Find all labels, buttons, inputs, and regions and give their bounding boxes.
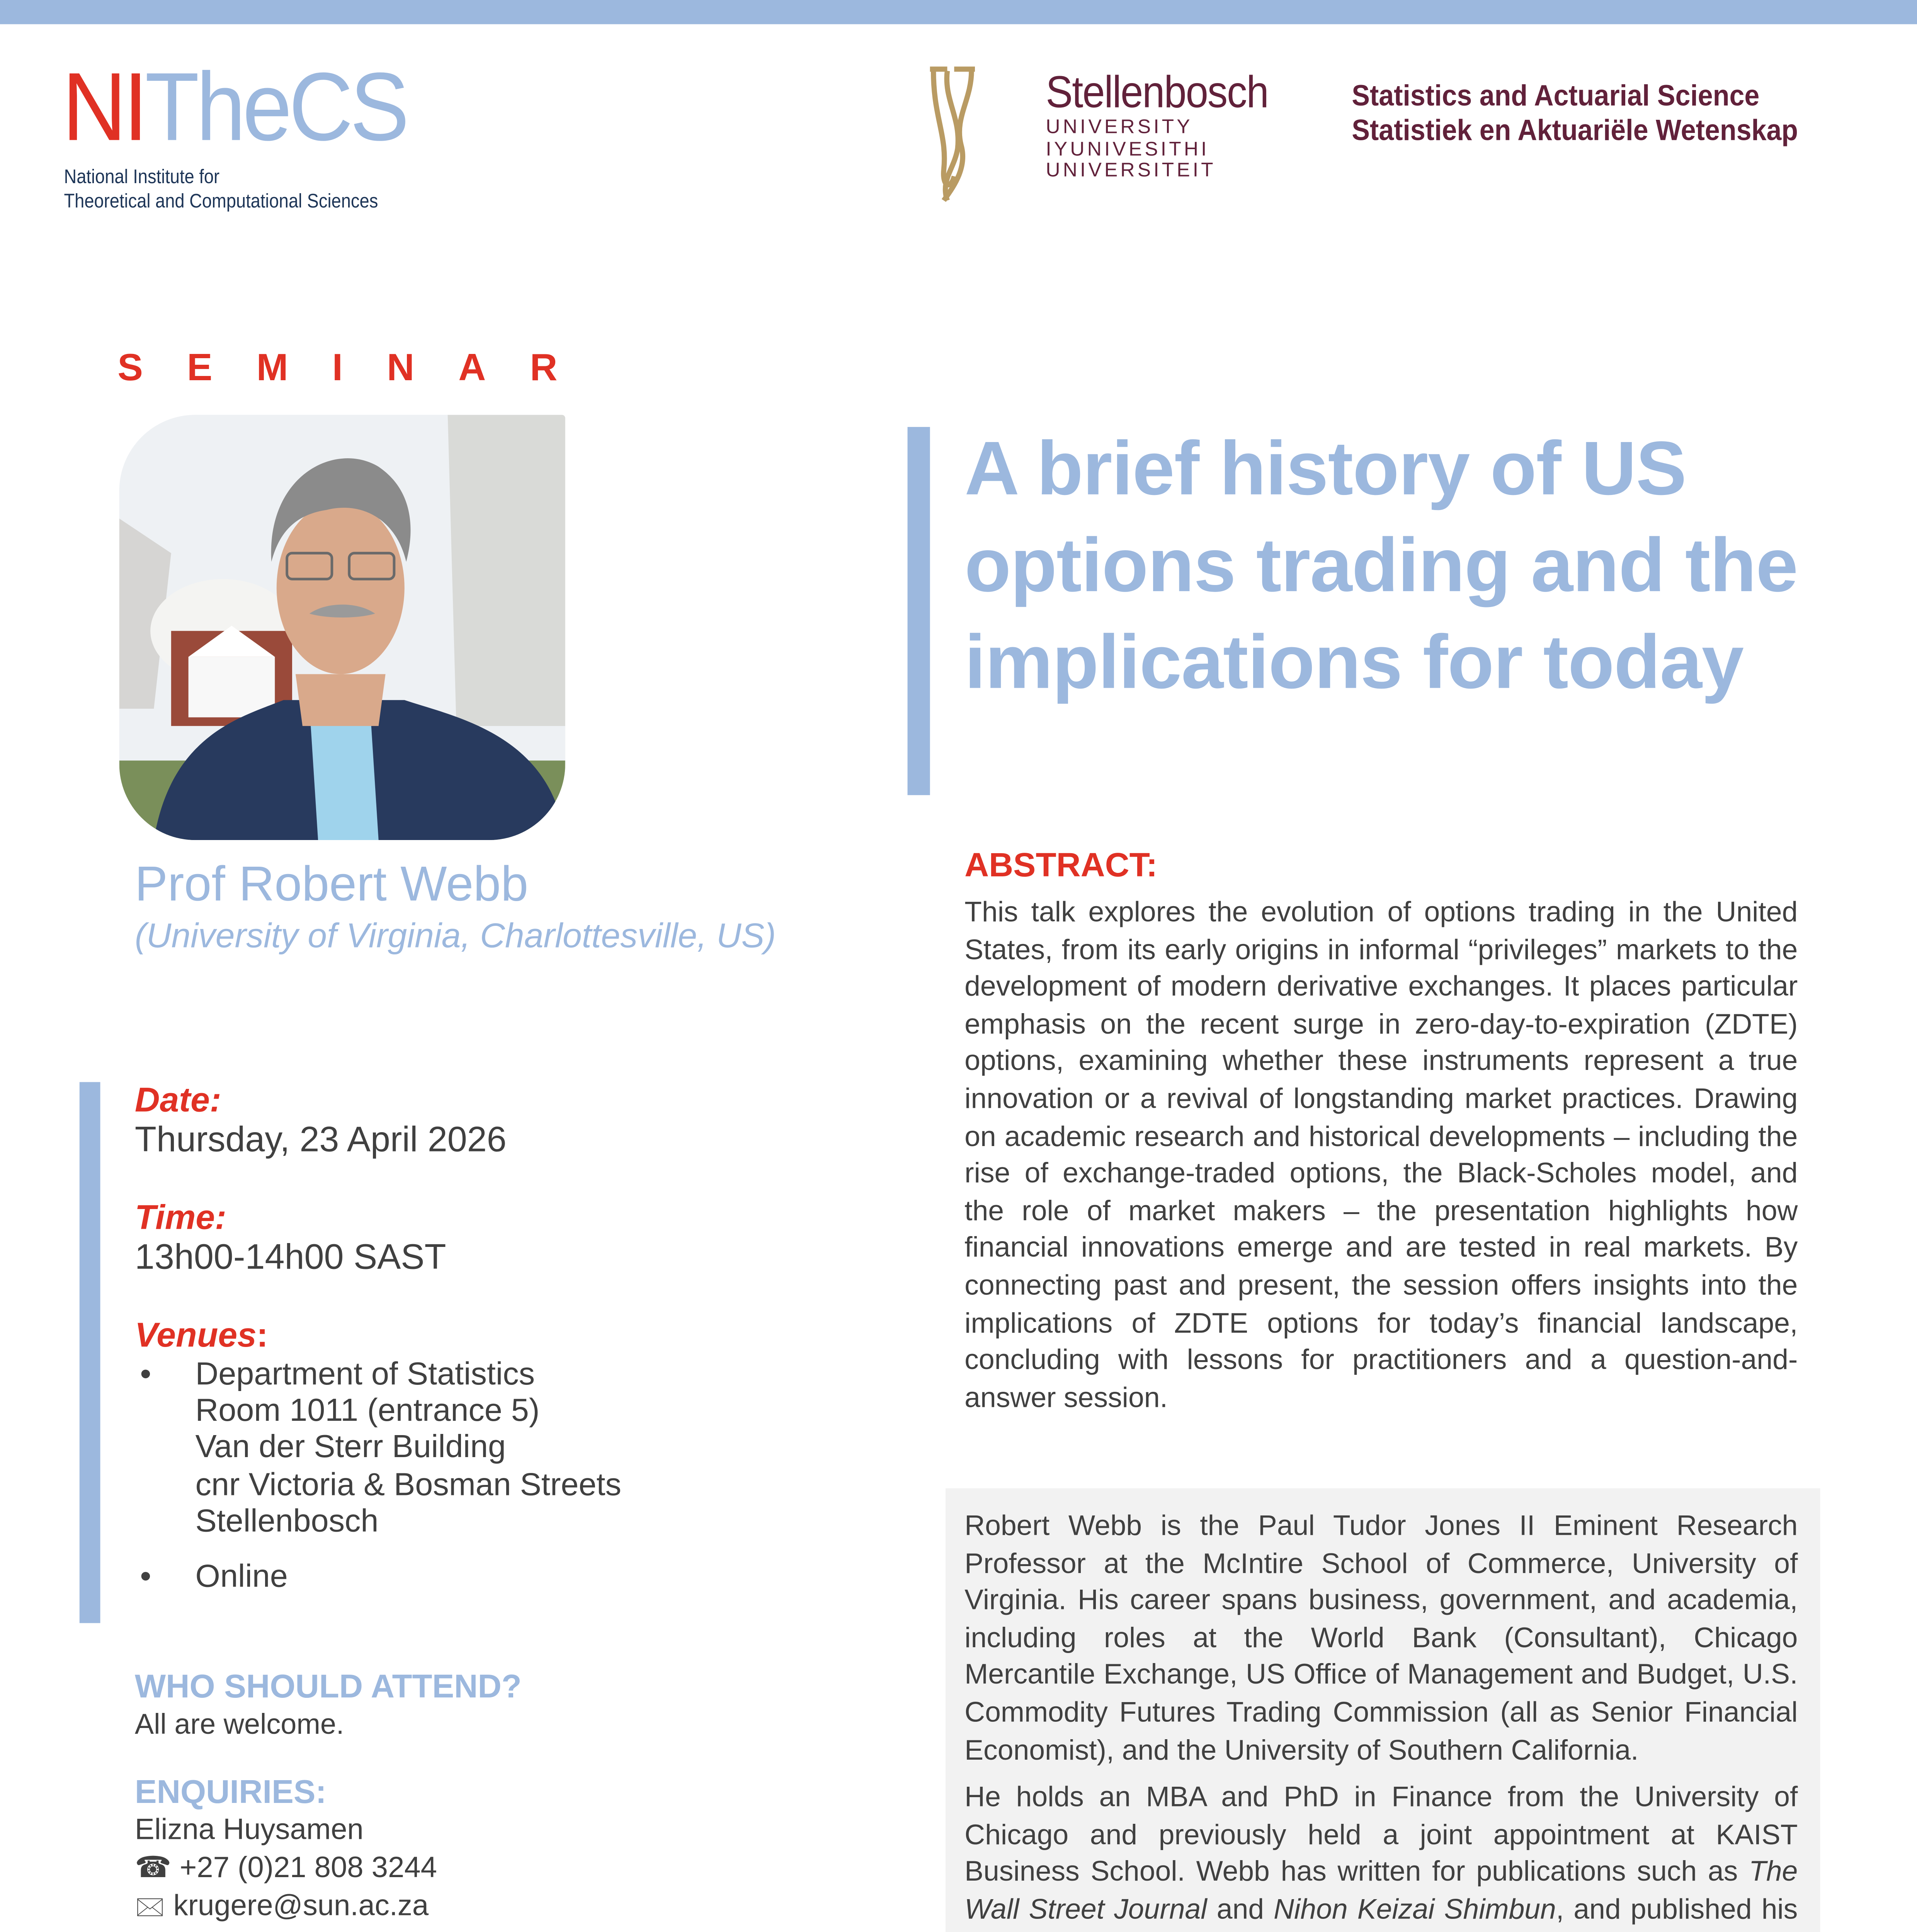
speaker-photo — [119, 415, 565, 840]
bio-publication: The Wall Street Journal — [964, 1857, 1798, 1926]
bio-text: He holds an MBA and PhD in Finance from the University of Chicago and previously held a joint appointment at KAIST Business School. Webb has written for publications such as — [964, 1782, 1798, 1888]
envelope-icon: 🖂 — [134, 1891, 165, 1922]
event-type-label: SEMINAR — [117, 345, 602, 389]
enquiries-heading: ENQUIRIES: — [134, 1775, 327, 1812]
speaker-affiliation: (University of Virginia, Charlottesville, US) — [134, 918, 776, 956]
event-details — [135, 1082, 826, 1594]
stellenbosch-wordmark — [1046, 66, 1293, 182]
bio-paragraph-2 — [964, 1781, 1798, 1932]
venue-line: Van der Sterr Building — [195, 1428, 506, 1465]
speaker-bio — [964, 1509, 1798, 1932]
bio-publication: Nihon Keizai Shimbun — [1274, 1894, 1556, 1926]
contact-email — [135, 1888, 437, 1925]
nithecs-subtitle-line1: National Institute for — [64, 167, 220, 189]
bio-text: and — [1207, 1894, 1274, 1926]
title-accent-bar — [908, 427, 930, 795]
nithecs-wordmark — [62, 52, 476, 161]
details-accent-bar — [80, 1082, 100, 1623]
stellenbosch-line3: UNIVERSITEIT — [1046, 161, 1216, 182]
venue-line: cnr Victoria & Bosman Streets — [195, 1465, 621, 1502]
nithecs-logo — [62, 52, 512, 231]
enquiries-contact — [135, 1811, 437, 1925]
venue-line: Online — [195, 1557, 288, 1594]
department-name — [1352, 80, 1798, 149]
stellenbosch-line1: UNIVERSITY — [1046, 117, 1193, 138]
venue-line: Stellenbosch — [195, 1502, 379, 1538]
date-label: Date: — [134, 1082, 221, 1120]
venues-list — [135, 1355, 826, 1594]
venues-label-colon: : — [256, 1317, 268, 1355]
abstract-text: This talk explores the evolution of options trading in the United States, from its early origins in informal “privileges” markets to the development of modern derivative exchanges. It places particular emphasis on the recent surge in zero-day-to-expiration (ZDTE) options, examining whether these instruments represent a true innovation or a revival of longstanding market practices. Drawing on academic research and historical developments – including the rise of exchange-traded options, the Black-Scholes model, and the role of market makers – the presentation highlights how financial innovations emerge and are tested in real markets. By connecting past and present, the session offers insights into the implications of ZDTE options for today’s financial landscape, concluding with lessons for practitioners and a question-and-answer session. — [964, 897, 1798, 1413]
stellenbosch-name: Stellenbosch — [1046, 65, 1268, 118]
venues-label-text: Venues — [134, 1317, 257, 1355]
bio-paragraph-1: Robert Webb is the Paul Tudor Jones II Eminent Research Professor at the McIntire School of Commerce, University of Virginia. His career spans business, government, and academia, including roles at the World Bank (Consultant), Chicago Mercantile Exchange, US Office of Management and Budget, U.S. Commodity Futures Trading Commission (all as Senior Financial Economist), and the University of Southern California. — [964, 1510, 1798, 1766]
phone-icon: ☎ — [134, 1851, 172, 1884]
time-value: 13h00-14h00 SAST — [134, 1237, 446, 1277]
venue-line: Department of Statistics — [195, 1355, 535, 1392]
who-should-attend-heading: WHO SHOULD ATTEND? — [134, 1670, 522, 1706]
venue-line: Room 1011 (entrance 5) — [195, 1391, 540, 1428]
nithecs-subtitle-line2: Theoretical and Computational Sciences — [64, 192, 378, 213]
contact-name: Elizna Huysamen — [134, 1813, 364, 1846]
bullet-icon: • — [140, 1557, 151, 1594]
email-link[interactable]: krugere@sun.ac.za — [173, 1889, 429, 1922]
department-name-en: Statistics and Actuarial Science — [1352, 79, 1760, 112]
talk-title: A brief history of US options trading and the implications for today — [964, 427, 1798, 706]
abstract-heading: ABSTRACT: — [964, 847, 1158, 885]
venues-label — [135, 1317, 826, 1355]
nithecs-subtitle — [64, 166, 378, 214]
time-label: Time: — [134, 1199, 226, 1238]
venue-item — [135, 1355, 826, 1538]
nithecs-logo-thecs: TheCS — [145, 52, 407, 161]
top-band — [0, 0, 1917, 24]
phone-number: +27 (0)21 808 3244 — [179, 1851, 437, 1884]
bio-text: , and published his — [1556, 1894, 1798, 1926]
venue-item — [135, 1558, 826, 1594]
bullet-icon: • — [140, 1355, 151, 1392]
date-value: Thursday, 23 April 2026 — [134, 1120, 507, 1160]
stellenbosch-line2: IYUNIVESITHI — [1046, 139, 1209, 160]
department-name-af: Statistiek en Aktuariële Wetenskap — [1352, 114, 1798, 147]
stellenbosch-emblem-icon — [927, 66, 978, 204]
speaker-name: Prof Robert Webb — [134, 857, 529, 913]
contact-phone — [135, 1850, 437, 1888]
speaker-photo-icon — [119, 415, 565, 840]
who-should-attend-text: All are welcome. — [134, 1709, 344, 1741]
nithecs-logo-ni: NI — [62, 52, 145, 161]
